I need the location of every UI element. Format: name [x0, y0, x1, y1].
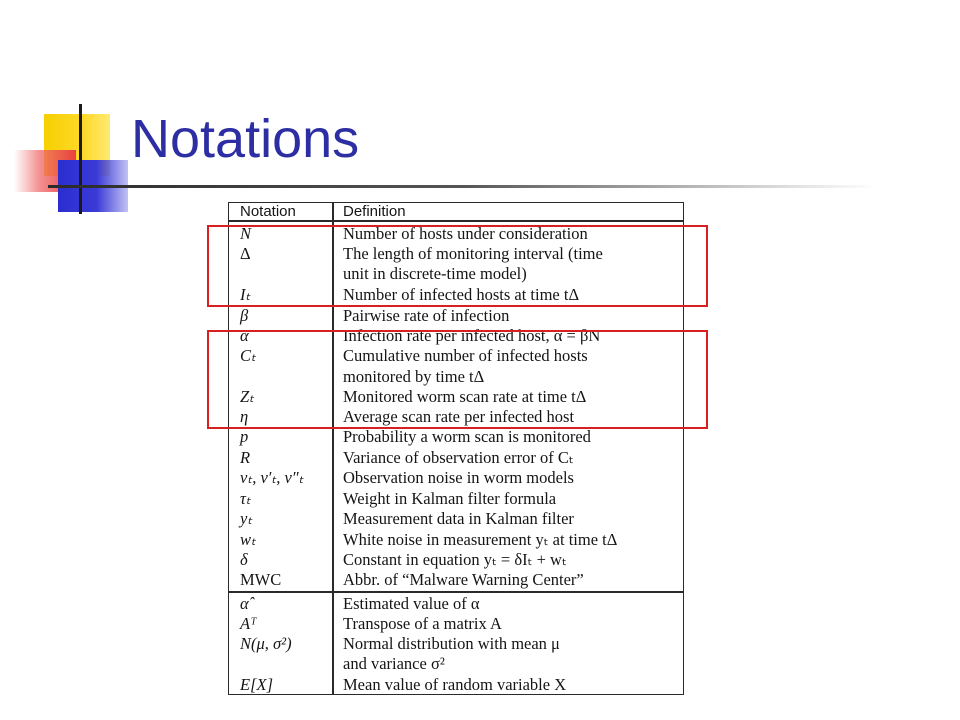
header-definition: Definition: [343, 203, 406, 220]
row-definition: Weight in Kalman filter formula: [343, 489, 557, 508]
row-definition: Observation noise in worm models: [343, 468, 574, 487]
row-definition: Average scan rate per infected host: [343, 407, 575, 426]
row-definition: Abbr. of “Malware Warning Center”: [343, 570, 584, 589]
row-symbol: νₜ, ν′ₜ, ν″ₜ: [240, 468, 304, 487]
row-definition: and variance σ²: [343, 654, 445, 673]
row-definition: Constant in equation yₜ = δIₜ + wₜ: [343, 550, 567, 569]
row-symbol: Zₜ: [240, 387, 255, 406]
row-definition: Mean value of random variable X: [343, 675, 567, 694]
row-definition: Estimated value of α: [343, 594, 480, 613]
row-symbol: Δ: [240, 244, 251, 263]
section-divider: [228, 591, 684, 593]
row-symbol: R: [240, 448, 251, 467]
row-definition: Measurement data in Kalman filter: [343, 509, 574, 528]
row-definition: Variance of observation error of Cₜ: [343, 448, 574, 467]
row-definition: The length of monitoring interval (time: [343, 244, 603, 263]
row-definition: White noise in measurement yₜ at time tΔ: [343, 530, 618, 549]
row-symbol: E[X]: [240, 675, 273, 694]
title-underline: [48, 185, 878, 188]
row-symbol: wₜ: [240, 530, 256, 549]
row-symbol: η: [240, 407, 249, 426]
row-definition: Pairwise rate of infection: [343, 306, 510, 325]
row-symbol: Iₜ: [240, 285, 251, 304]
logo-vertical-line: [79, 104, 82, 214]
header-divider: [228, 220, 684, 222]
row-symbol: MWC: [240, 570, 282, 589]
highlight-box-middle: [207, 330, 708, 429]
row-definition: Probability a worm scan is monitored: [343, 427, 591, 446]
row-definition: Number of hosts under consideration: [343, 224, 588, 243]
row-definition: Transpose of a matrix A: [343, 614, 502, 633]
slide-title: Notations: [131, 109, 360, 169]
row-symbol: Cₜ: [240, 346, 256, 365]
row-symbol: Aᵀ: [240, 614, 257, 633]
row-symbol: α: [240, 326, 249, 345]
row-definition: Infection rate per infected host, α = βN: [343, 326, 601, 345]
row-definition: Cumulative number of infected hosts: [343, 346, 588, 365]
row-symbol: β: [240, 306, 249, 325]
row-symbol: yₜ: [240, 509, 253, 528]
row-symbol: p: [240, 427, 249, 446]
row-symbol: α̂: [240, 594, 249, 613]
header-notation: Notation: [240, 203, 296, 220]
row-symbol: N: [240, 224, 252, 243]
row-symbol: τₜ: [240, 489, 251, 508]
row-definition: unit in discrete-time model): [343, 264, 527, 283]
row-definition: Normal distribution with mean μ: [343, 634, 560, 653]
highlight-box-top: [207, 225, 708, 307]
row-definition: Number of infected hosts at time tΔ: [343, 285, 580, 304]
row-definition: monitored by time tΔ: [343, 367, 485, 386]
row-symbol: N(μ, σ²): [240, 634, 292, 653]
row-symbol: δ: [240, 550, 248, 569]
row-definition: Monitored worm scan rate at time tΔ: [343, 387, 587, 406]
